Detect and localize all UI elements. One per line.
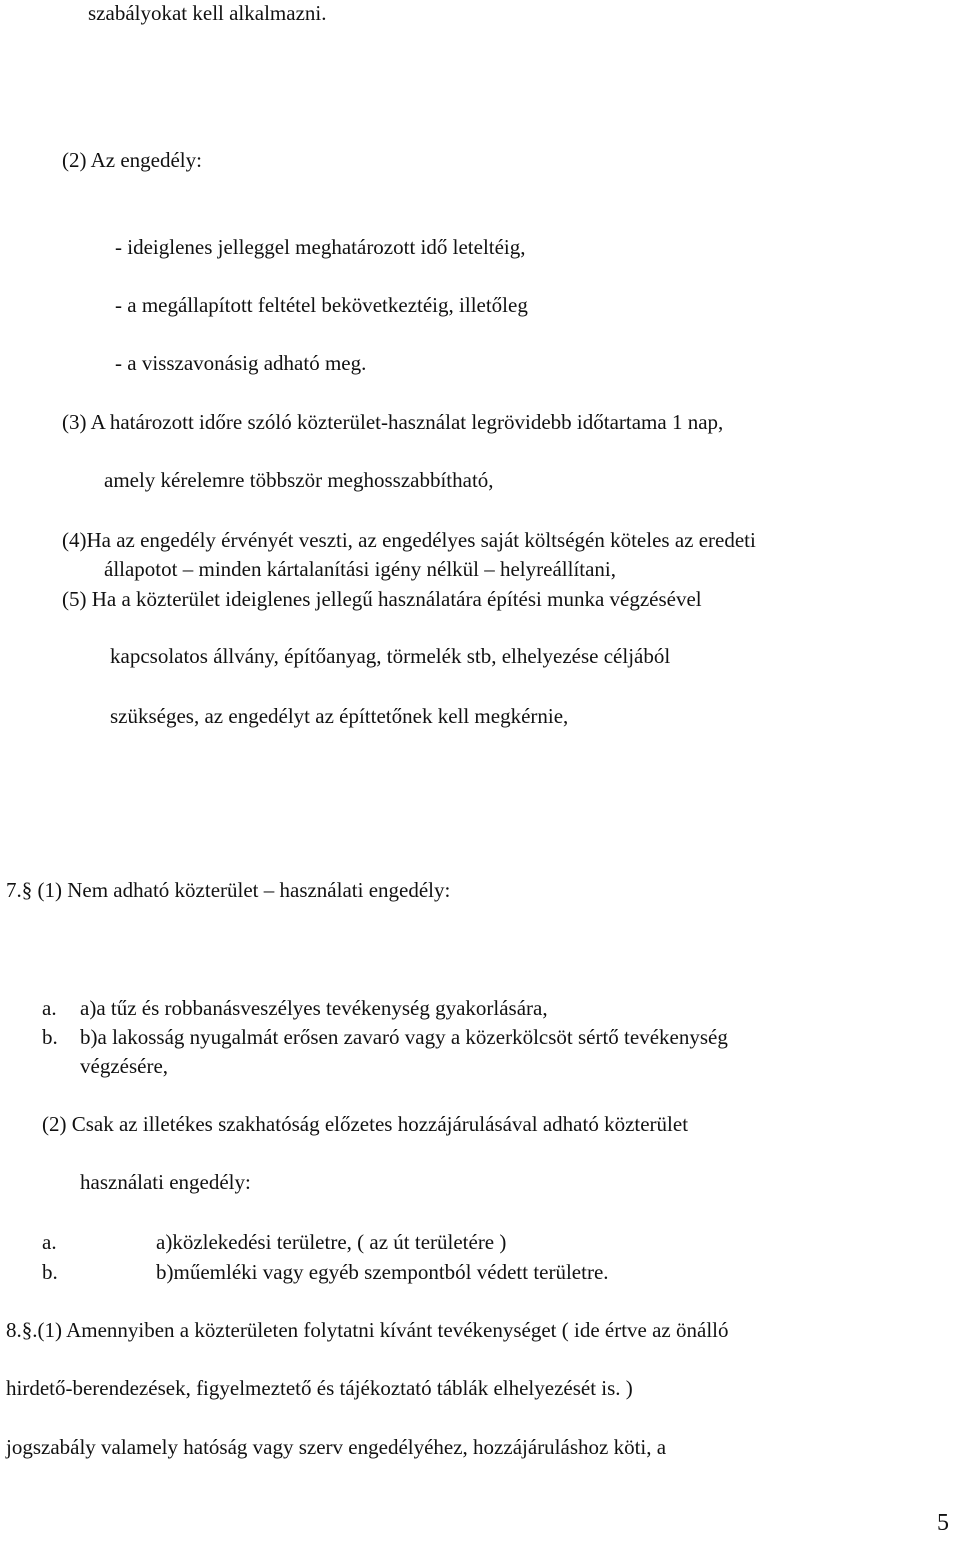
- s7-list2-item-a: a)közlekedési területre, ( az út területére ): [156, 1230, 507, 1254]
- p2-item-3: - a visszavonásig adható meg.: [115, 351, 367, 375]
- s8-line-1: 8.§.(1) Amennyiben a közterületen folytatni kívánt tevékenységet ( ide értve az önálló: [6, 1318, 729, 1342]
- p2-heading: (2) Az engedély:: [62, 148, 202, 172]
- p4-line-1: (4)Ha az engedély érvényét veszti, az engedélyes saját költségén köteles az eredeti: [62, 528, 756, 552]
- p5-line-1: (5) Ha a közterület ideiglenes jellegű használatára építési munka végzésével: [62, 587, 702, 611]
- s7-list2-marker-a: a.: [42, 1230, 57, 1254]
- s8-line-3: jogszabály valamely hatóság vagy szerv engedélyéhez, hozzájáruláshoz köti, a: [6, 1435, 667, 1459]
- intro-line: szabályokat kell alkalmazni.: [88, 1, 327, 25]
- page-number: 5: [937, 1510, 949, 1536]
- s7-p2-line-2: használati engedély:: [80, 1170, 251, 1194]
- s7-p2-line-1: (2) Csak az illetékes szakhatóság előzetes hozzájárulásával adható közterület: [42, 1112, 689, 1136]
- s7-list1-item-a: a)a tűz és robbanásveszélyes tevékenység gyakorlására,: [80, 996, 548, 1020]
- p3-line-1: (3) A határozott időre szóló közterület-használat legrövidebb időtartama 1 nap,: [62, 410, 724, 434]
- s7-list1-item-b: b)a lakosság nyugalmát erősen zavaró vagy a közerkölcsöt sértő tevékenység: [80, 1025, 728, 1049]
- s7-list2-item-b: b)műemléki vagy egyéb szempontból védett területre.: [156, 1260, 609, 1284]
- s7-list1-marker-b: b.: [42, 1025, 58, 1049]
- p5-line-2: kapcsolatos állvány, építőanyag, törmelék stb, elhelyezése céljából: [110, 644, 671, 668]
- p2-item-2: - a megállapított feltétel bekövetkeztéig, illetőleg: [115, 293, 528, 317]
- p4-line-2: állapotot – minden kártalanítási igény nélkül – helyreállítani,: [104, 557, 617, 581]
- s7-heading: 7.§ (1) Nem adható közterület – használati engedély:: [6, 878, 451, 902]
- s7-list2-marker-b: b.: [42, 1260, 58, 1284]
- p5-line-3: szükséges, az engedélyt az építtetőnek kell megkérnie,: [110, 704, 569, 728]
- p2-item-1: - ideiglenes jelleggel meghatározott idő leteltéig,: [115, 235, 526, 259]
- s7-list1-marker-a: a.: [42, 996, 57, 1020]
- s8-line-2: hirdető-berendezések, figyelmeztető és tájékoztató táblák elhelyezését is. ): [6, 1376, 633, 1400]
- s7-list1-continuation: végzésére,: [80, 1054, 169, 1078]
- p3-line-2: amely kérelemre többször meghosszabbítható,: [104, 468, 494, 492]
